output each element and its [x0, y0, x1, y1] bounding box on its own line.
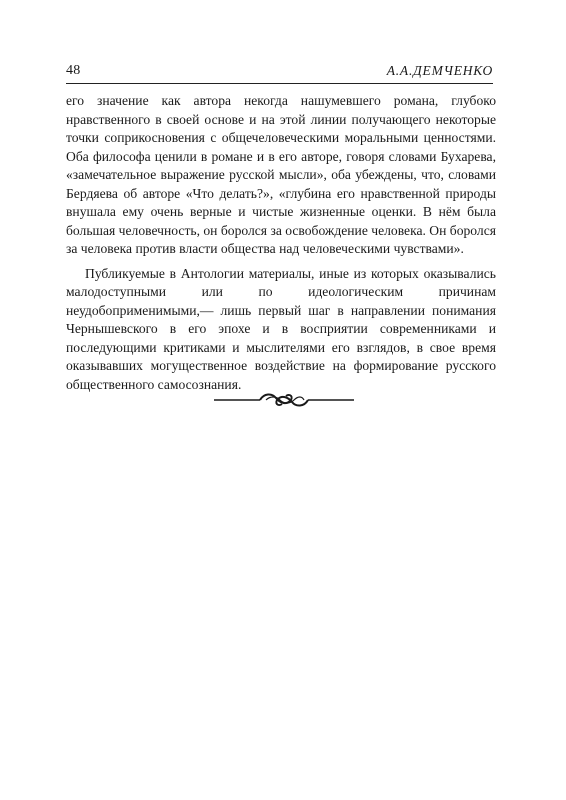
paragraph-2: Публикуемые в Антологии материалы, иные из которых оказывались малодоступными или по идеологическим причинам неудобоприменимыми,— лишь первый шаг в направлении понимания Чернышевского в его эпохе и в восприятии современниками и последующими критиками и мыслителями его взглядов, в свое время оказывавших могущественное воздействие на формирование русского общественного самосознания. [66, 265, 496, 392]
header-rule [66, 83, 493, 84]
paragraph-1: его значение как автора некогда нашумевшего романа, глубоко нравственного в своей основе и на этой линии получающего некоторые точки соприкосновения с общечеловеческими моральными ценностями. Оба философа ценили в романе и в его авторе, говоря словами Бухарева, «замечательное выражение русской мысли», оба убеждены, что, словами Бердяева об авторе «Что делать?», «глубина его нравственной природы внушала ему очень верные и чистые жизненные оценки. В нём была большая человечность, он боролся за освобождение человека. Он боролся за человека против власти общества над человеческими чувствами». [66, 93, 496, 256]
page-number: 48 [66, 63, 81, 78]
body-text [66, 92, 496, 394]
running-head: А.А.ДЕМЧЕНКО [386, 63, 493, 78]
flourish-divider-icon [214, 387, 354, 413]
